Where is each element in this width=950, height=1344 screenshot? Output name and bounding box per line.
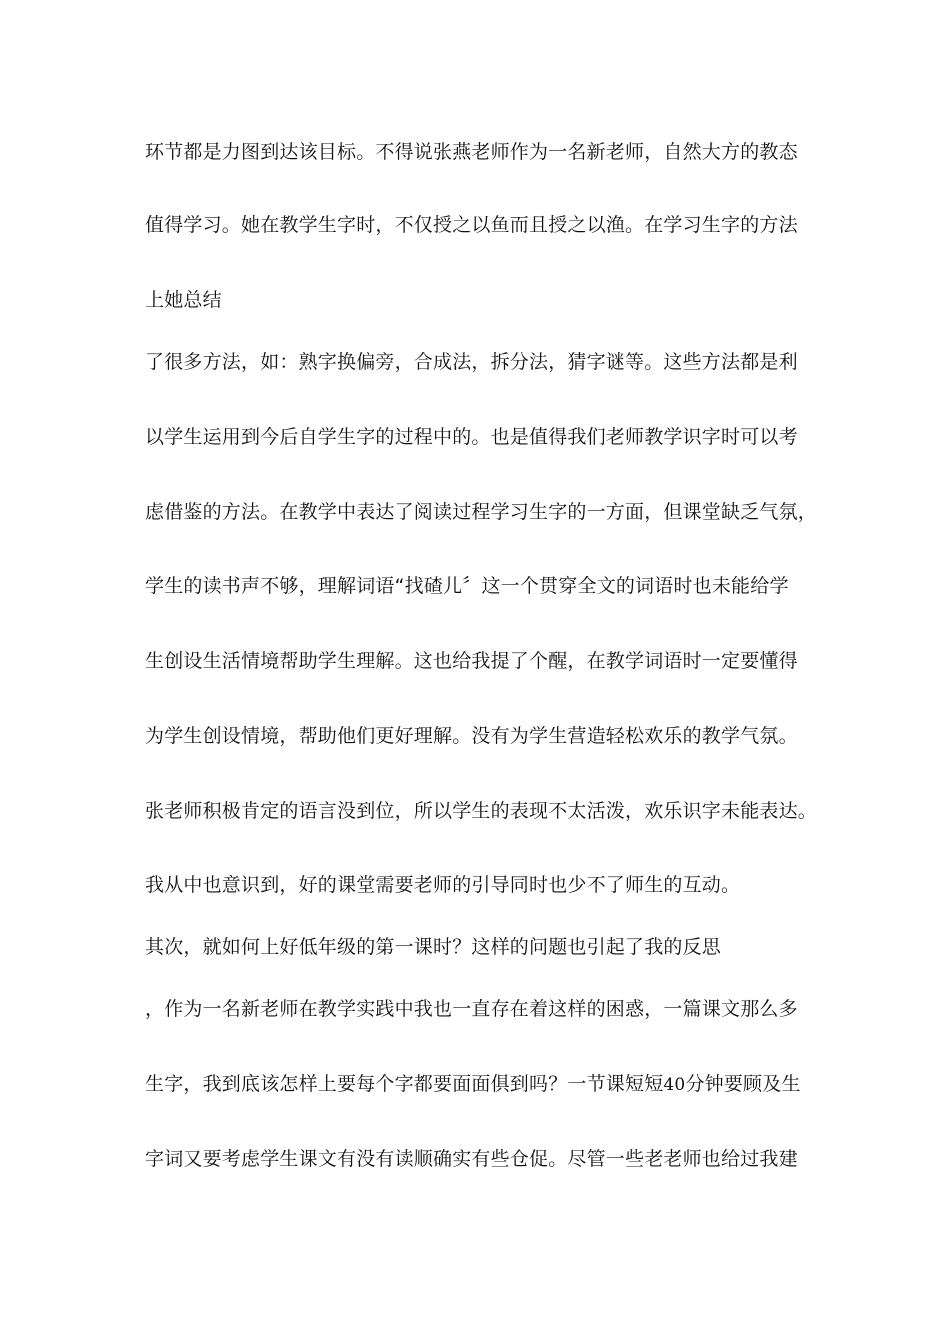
text-line: 以学生运用到今后自学生字的过程中的。也是值得我们老师教学识字时可以考 [145, 426, 798, 448]
text-line: 了很多方法，如：熟字换偏旁，合成法，拆分法，猜字谜等。这些方法都是利 [145, 351, 798, 373]
text-line: 生创设生活情境帮助学生理解。这也给我提了个醒，在教学词语时一定要懂得 [145, 650, 798, 672]
text-line: ，作为一名新老师在教学实践中我也一直存在着这样的困惑，一篇课文那么多 [145, 998, 798, 1020]
text-line: 学生的读书声不够，理解词语“找碴儿〞这一个贯穿全文的词语时也未能给学 [145, 575, 789, 597]
text-line: 其次，就如何上好低年级的第一课时？这样的问题也引起了我的反思 [145, 936, 722, 958]
number-40: 40 [663, 1075, 686, 1095]
text-segment: 生字，我到底该怎样上要每个字都要面面俱到吗？一节课短短 [145, 1073, 664, 1095]
text-line: 值得学习。她在教学生字时，不仅授之以鱼而且授之以渔。在学习生字的方法 [145, 214, 798, 236]
text-line [145, 1072, 825, 1097]
text-line: 张老师积极肯定的语言没到位，所以学生的表现不太活泼，欢乐识字未能表达。 [145, 800, 818, 822]
text-segment: 分钟要顾及生 [685, 1073, 801, 1095]
text-line: 上她总结 [145, 289, 222, 311]
text-line: 为学生创设情境，帮助他们更好理解。没有为学生营造轻松欢乐的教学气氛。 [145, 725, 798, 747]
text-line: 字词又要考虑学生课文有没有读顺确实有些仓促。尽管一些老老师也给过我建 [145, 1148, 798, 1170]
text-line: 虑借鉴的方法。在教学中表达了阅读过程学习生字的一方面，但课堂缺乏气氛， [145, 501, 818, 523]
text-line: 环节都是力图到达该目标。不得说张燕老师作为一名新老师，自然大方的教态 [145, 141, 798, 163]
text-line: 我从中也意识到，好的课堂需要老师的引导同时也少不了师生的互动。 [145, 874, 741, 896]
